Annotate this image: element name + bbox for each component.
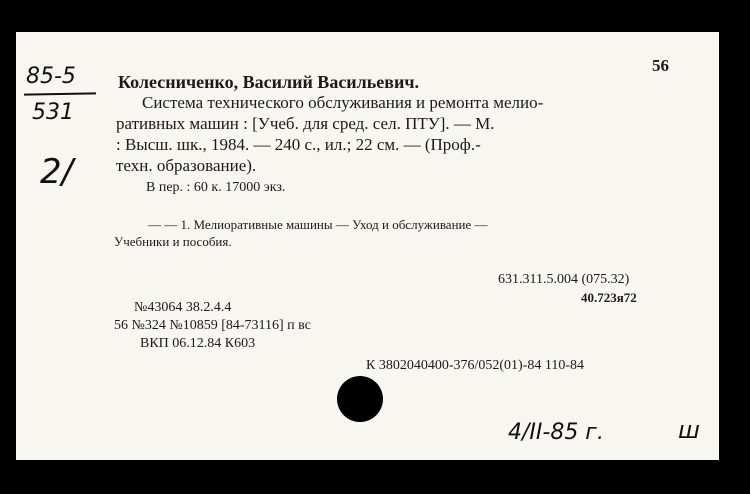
handwritten-mark: 2/ — [40, 152, 74, 192]
title-block — [116, 92, 543, 176]
udc-index: 631.311.5.004 (075.32) — [498, 272, 630, 287]
subject-line: Учебники и пособия. — [114, 234, 232, 249]
reference-line: 56 №324 №10859 [84-73116] п вс — [114, 318, 311, 333]
title-line: ративных машин : [Учеб. для сред. сел. ПТУ]. — М. — [116, 114, 495, 133]
handwritten-code-bottom: 531 — [32, 100, 74, 125]
reference-line: №43064 38.2.4.4 — [134, 300, 232, 315]
handwritten-underline — [24, 92, 96, 95]
handwritten-date: 4/II-85 г. — [508, 420, 604, 445]
catalog-card — [16, 32, 719, 460]
punch-hole — [337, 376, 383, 422]
page-number: 56 — [652, 56, 669, 75]
author: Колесниченко, Василий Васильевич. — [118, 72, 420, 92]
reference-line: ВКП 06.12.84 К603 — [140, 336, 256, 351]
handwritten-initials: ш — [678, 416, 700, 444]
bbk-index: 40.723я72 — [581, 290, 637, 305]
title-line: техн. образование). — [116, 156, 257, 175]
handwritten-code-top: 85-5 — [26, 64, 76, 89]
title-line: Система технического обслуживания и ремонта мелио- — [142, 93, 544, 112]
subject-line: — — 1. Мелиоративные машины — Уход и обслуживание — — [148, 217, 488, 232]
isbn-line: К 3802040400-376/052(01)-84 110-84 — [366, 358, 585, 373]
title-line: : Высш. шк., 1984. — 240 с., ил.; 22 см. — (Проф.- — [116, 135, 481, 154]
subject-block — [114, 216, 488, 250]
price-line: В пер. : 60 к. 17000 экз. — [146, 180, 286, 195]
